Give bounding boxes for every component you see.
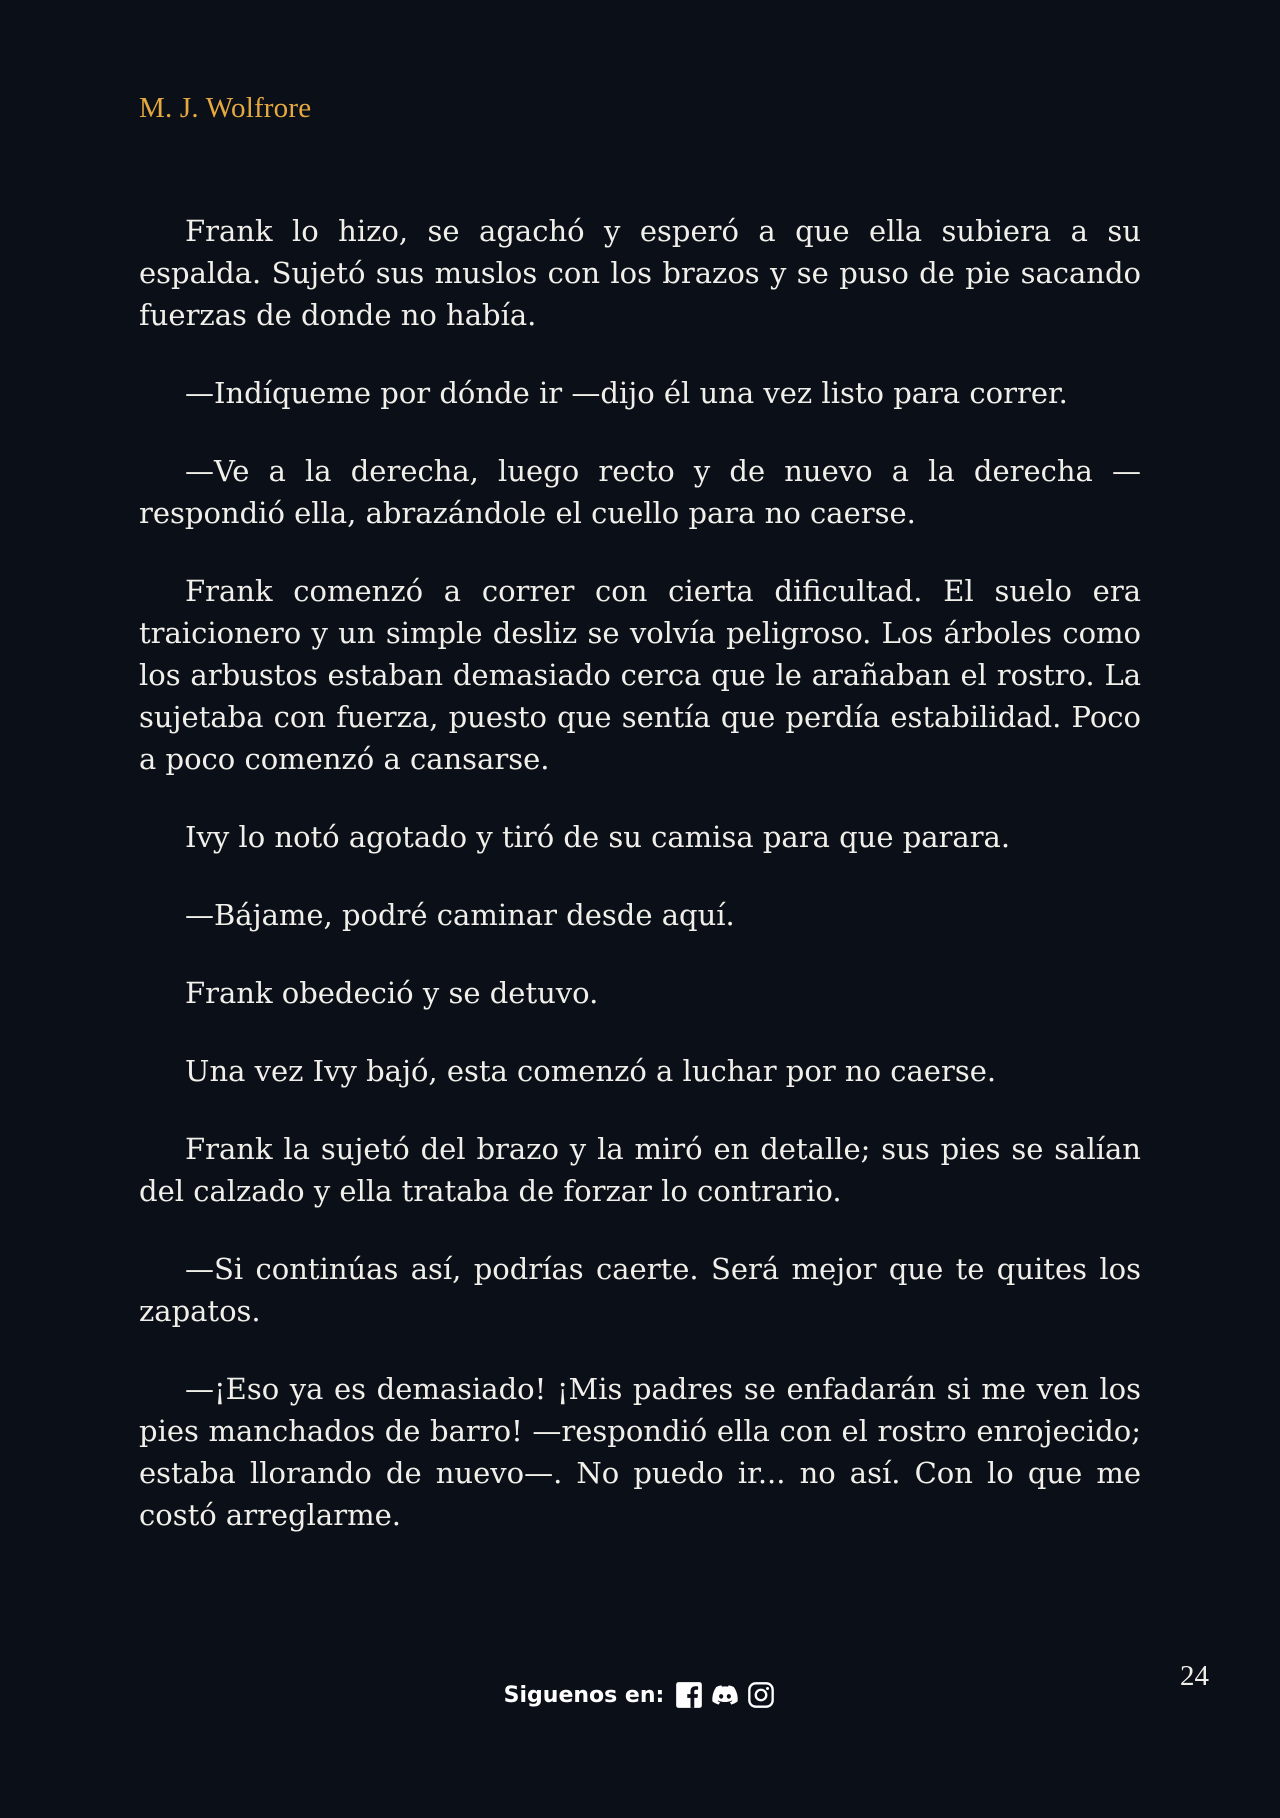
- paragraph: Frank lo hizo, se agachó y esperó a que ella subiera a su espalda. Sujetó sus muslos con los brazos y se puso de pie sacando fuerzas de donde no había.: [139, 214, 1141, 332]
- paragraph: Una vez Ivy bajó, esta comenzó a luchar por no caerse.: [185, 1054, 997, 1088]
- paragraph: —Bájame, podré caminar desde aquí.: [185, 898, 735, 932]
- facebook-icon[interactable]: [674, 1680, 704, 1710]
- social-footer: [0, 1680, 1280, 1710]
- paragraph: Frank obedeció y se detuvo.: [185, 976, 599, 1010]
- paragraph: —Si continúas así, podrías caerte. Será mejor que te quites los zapatos.: [139, 1252, 1141, 1328]
- author-header: M. J. Wolfrore: [139, 92, 312, 124]
- paragraph: —¡Eso ya es demasiado! ¡Mis padres se enfadarán si me ven los pies manchados de barro! —respondió ella con el rostro enrojecido; estaba llorando de nuevo—. No puedo ir... no así. Con lo que me costó arreglarme.: [139, 1372, 1141, 1532]
- paragraph: Ivy lo notó agotado y tiró de su camisa para que parara.: [185, 820, 1011, 854]
- instagram-icon[interactable]: [746, 1680, 776, 1710]
- paragraph: Frank comenzó a correr con cierta dificultad. El suelo era traicionero y un simple desliz se volvía peligroso. Los árboles como los arbustos estaban demasiado cerca que le arañaban el rostro. La sujetaba con fuerza, puesto que sentía que perdía estabilidad. Poco a poco comenzó a cansarse.: [139, 574, 1141, 776]
- paragraph: Frank la sujetó del brazo y la miró en detalle; sus pies se salían del calzado y ella trataba de forzar lo contrario.: [139, 1132, 1141, 1208]
- paragraph: —Ve a la derecha, luego recto y de nuevo a la derecha —respondió ella, abrazándole el cuello para no caerse.: [139, 454, 1141, 530]
- chapter-text: [139, 210, 1141, 1572]
- page-number: 24: [1180, 1660, 1209, 1692]
- discord-icon[interactable]: [710, 1680, 740, 1710]
- footer-label: Siguenos en:: [503, 1682, 665, 1708]
- paragraph: —Indíqueme por dónde ir —dijo él una vez listo para correr.: [185, 376, 1068, 410]
